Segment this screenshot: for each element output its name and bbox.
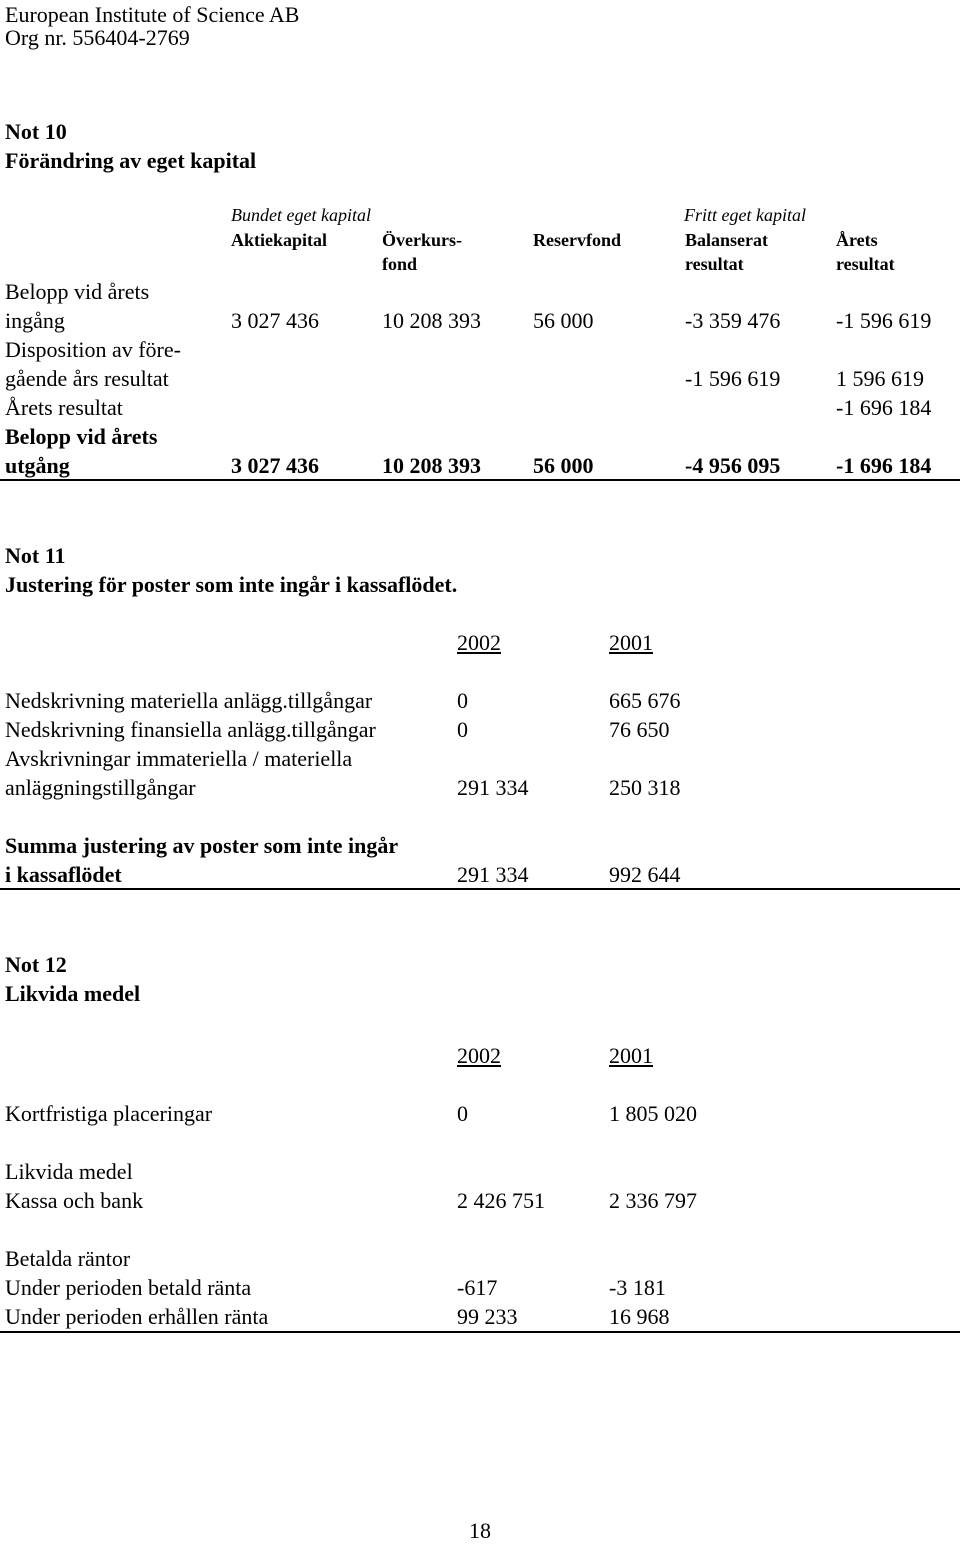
cell-value: -617 (457, 1275, 498, 1300)
row-label: Belopp vid årets (5, 424, 158, 449)
cell-value: 3 027 436 (231, 453, 319, 478)
note-10-title: Förändring av eget kapital (5, 148, 257, 173)
year-header-current: 2002 (457, 1043, 501, 1068)
row-label: Årets resultat (5, 395, 123, 420)
subsection-heading: Betalda räntor (5, 1246, 131, 1271)
row-label: Under perioden betald ränta (5, 1275, 252, 1300)
cell-value: 56 000 (533, 308, 594, 333)
col-header-aktiekapital: Aktiekapital (231, 230, 328, 250)
cell-value: -1 596 619 (836, 308, 932, 333)
row-label: Kassa och bank (5, 1188, 144, 1213)
cell-value: -1 696 184 (836, 395, 932, 420)
cell-value: -3 181 (609, 1275, 666, 1300)
cell-value: 0 (457, 717, 468, 742)
total-label: Summa justering av poster som inte ingår (5, 833, 399, 858)
note-12-number: Not 12 (5, 952, 67, 977)
cell-value: 10 208 393 (382, 308, 481, 333)
cell-value: 2 336 797 (609, 1188, 697, 1213)
row-label: Disposition av före- (5, 337, 181, 362)
note-12-title: Likvida medel (5, 981, 141, 1006)
cell-value: 99 233 (457, 1304, 518, 1329)
year-header-previous: 2001 (609, 1043, 653, 1068)
section-divider (0, 479, 960, 481)
col-header-arets: Årets (836, 230, 878, 250)
col-header-balanserat: Balanserat (685, 230, 768, 250)
cell-value: 665 676 (609, 688, 681, 713)
group-label-fritt: Fritt eget kapital (684, 205, 806, 225)
page-number: 18 (469, 1518, 491, 1543)
cell-value: -3 359 476 (685, 308, 781, 333)
cell-value: -1 696 184 (836, 453, 932, 478)
cell-value: 16 968 (609, 1304, 670, 1329)
section-divider (0, 888, 960, 890)
row-label: Avskrivningar immateriella / materiella (5, 746, 353, 771)
cell-value: 1 596 619 (836, 366, 924, 391)
cell-value: -4 956 095 (685, 453, 781, 478)
row-label: Nedskrivning materiella anlägg.tillgångar (5, 688, 373, 713)
cell-value: 56 000 (533, 453, 594, 478)
row-label: ingång (5, 308, 65, 333)
org-number: Org nr. 556404-2769 (5, 25, 190, 50)
col-header-reservfond: Reservfond (533, 230, 621, 250)
note-11-title: Justering för poster som inte ingår i kassaflödet. (5, 572, 458, 597)
col-header-overkursfond-line2: fond (382, 254, 418, 274)
cell-value: 2 426 751 (457, 1188, 545, 1213)
row-label: utgång (5, 453, 70, 478)
cell-value: 10 208 393 (382, 453, 481, 478)
col-header-balanserat-line2: resultat (685, 254, 744, 274)
cell-value: 0 (457, 1101, 468, 1126)
col-header-arets-line2: resultat (836, 254, 895, 274)
col-header-overkursfond: Överkurs- (382, 230, 462, 250)
section-divider (0, 1331, 960, 1333)
cell-value: 1 805 020 (609, 1101, 697, 1126)
note-11-number: Not 11 (5, 543, 66, 568)
cell-value: 3 027 436 (231, 308, 319, 333)
subsection-heading: Likvida medel (5, 1159, 133, 1184)
group-label-bundet: Bundet eget kapital (231, 205, 371, 225)
cell-value: 76 650 (609, 717, 670, 742)
row-label: Nedskrivning finansiella anlägg.tillgångar (5, 717, 376, 742)
note-10-number: Not 10 (5, 119, 67, 144)
cell-value: -1 596 619 (685, 366, 781, 391)
row-label: Kortfristiga placeringar (5, 1101, 213, 1126)
year-header-current: 2002 (457, 630, 501, 655)
cell-value: 250 318 (609, 775, 681, 800)
year-header-previous: 2001 (609, 630, 653, 655)
row-label: anläggningstillgångar (5, 775, 196, 800)
total-label: i kassaflödet (5, 862, 122, 887)
row-label: gående års resultat (5, 366, 169, 391)
total-value: 291 334 (457, 862, 529, 887)
row-label: Belopp vid årets (5, 279, 150, 304)
cell-value: 0 (457, 688, 468, 713)
company-name: European Institute of Science AB (5, 2, 300, 27)
total-value: 992 644 (609, 862, 681, 887)
cell-value: 291 334 (457, 775, 529, 800)
row-label: Under perioden erhållen ränta (5, 1304, 269, 1329)
